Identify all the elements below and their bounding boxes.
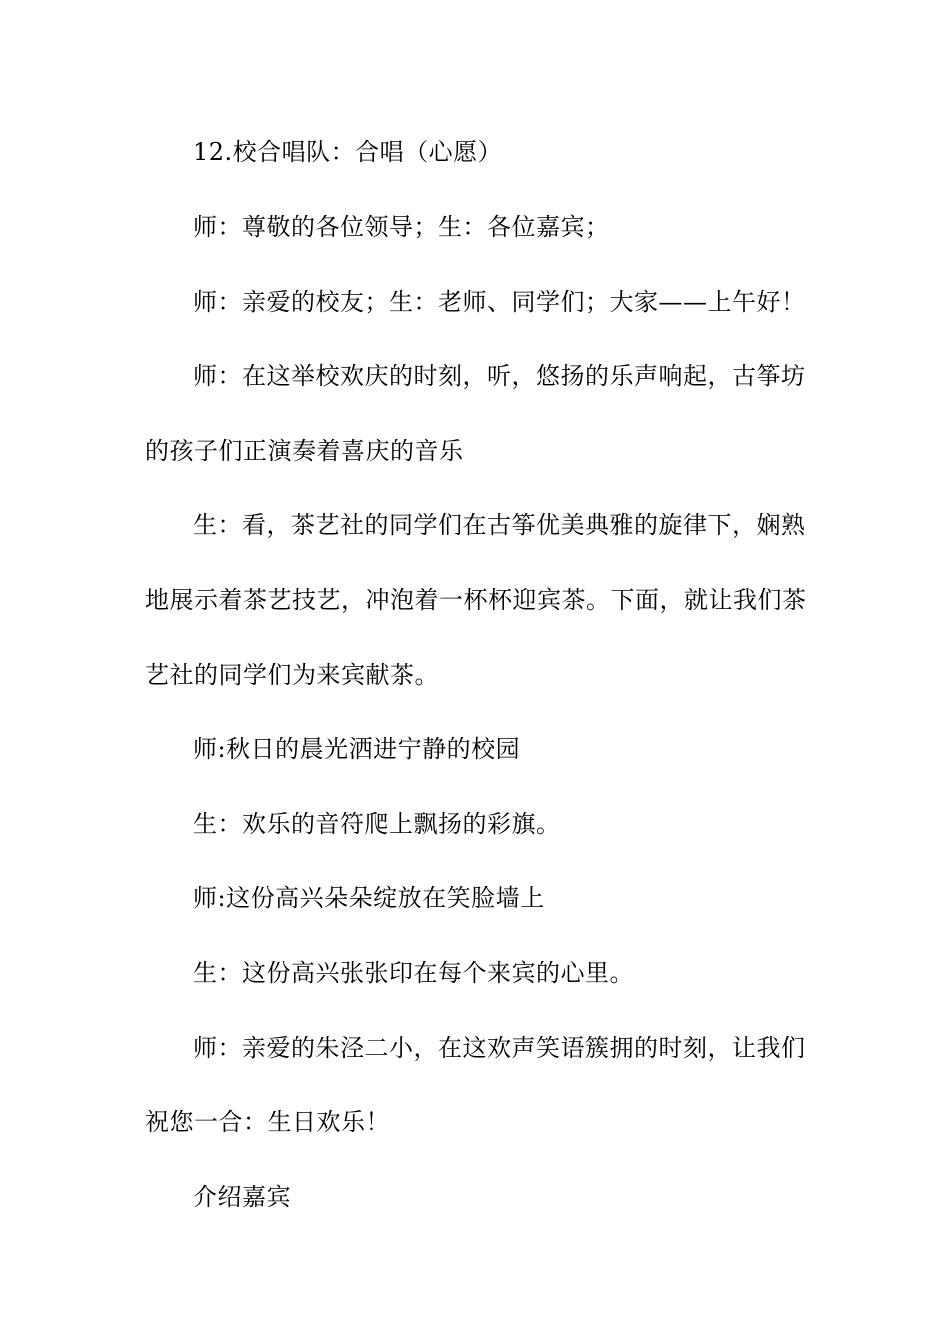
dialogue-line: 师：亲爱的朱泾二小，在这欢声笑语簇拥的时刻，让我们 [193,1034,806,1062]
dialogue-line: 生：欢乐的音符爬上飘扬的彩旗。 [193,810,561,838]
dialogue-line: 师:秋日的晨光洒进宁静的校园 [193,735,521,763]
dialogue-line: 生：看，茶艺社的同学们在古筝优美典雅的旋律下，娴熟 [193,511,806,539]
dialogue-line: 师：在这举校欢庆的时刻，听，悠扬的乐声响起，古筝坊 [193,362,806,390]
dialogue-line-continuation: 艺社的同学们为来宾献茶。 [145,661,439,689]
dialogue-line: 师：尊敬的各位领导；生：各位嘉宾； [193,213,610,241]
dialogue-line: 生：这份高兴张张印在每个来宾的心里。 [193,959,634,987]
dialogue-line-continuation: 地展示着茶艺技艺，冲泡着一杯杯迎宾茶。下面，就让我们茶 [145,586,807,614]
section-label: 介绍嘉宾 [193,1183,291,1211]
dialogue-line-continuation: 祝您一合：生日欢乐！ [145,1108,390,1136]
dialogue-line: 师：亲爱的校友；生：老师、同学们；大家——上午好！ [193,288,806,316]
dialogue-line: 师:这份高兴朵朵绽放在笑脸墙上 [193,884,545,912]
program-item-heading: 12.校合唱队：合唱（心愿） [193,138,503,166]
dialogue-line-continuation: 的孩子们正演奏着喜庆的音乐 [145,437,464,465]
